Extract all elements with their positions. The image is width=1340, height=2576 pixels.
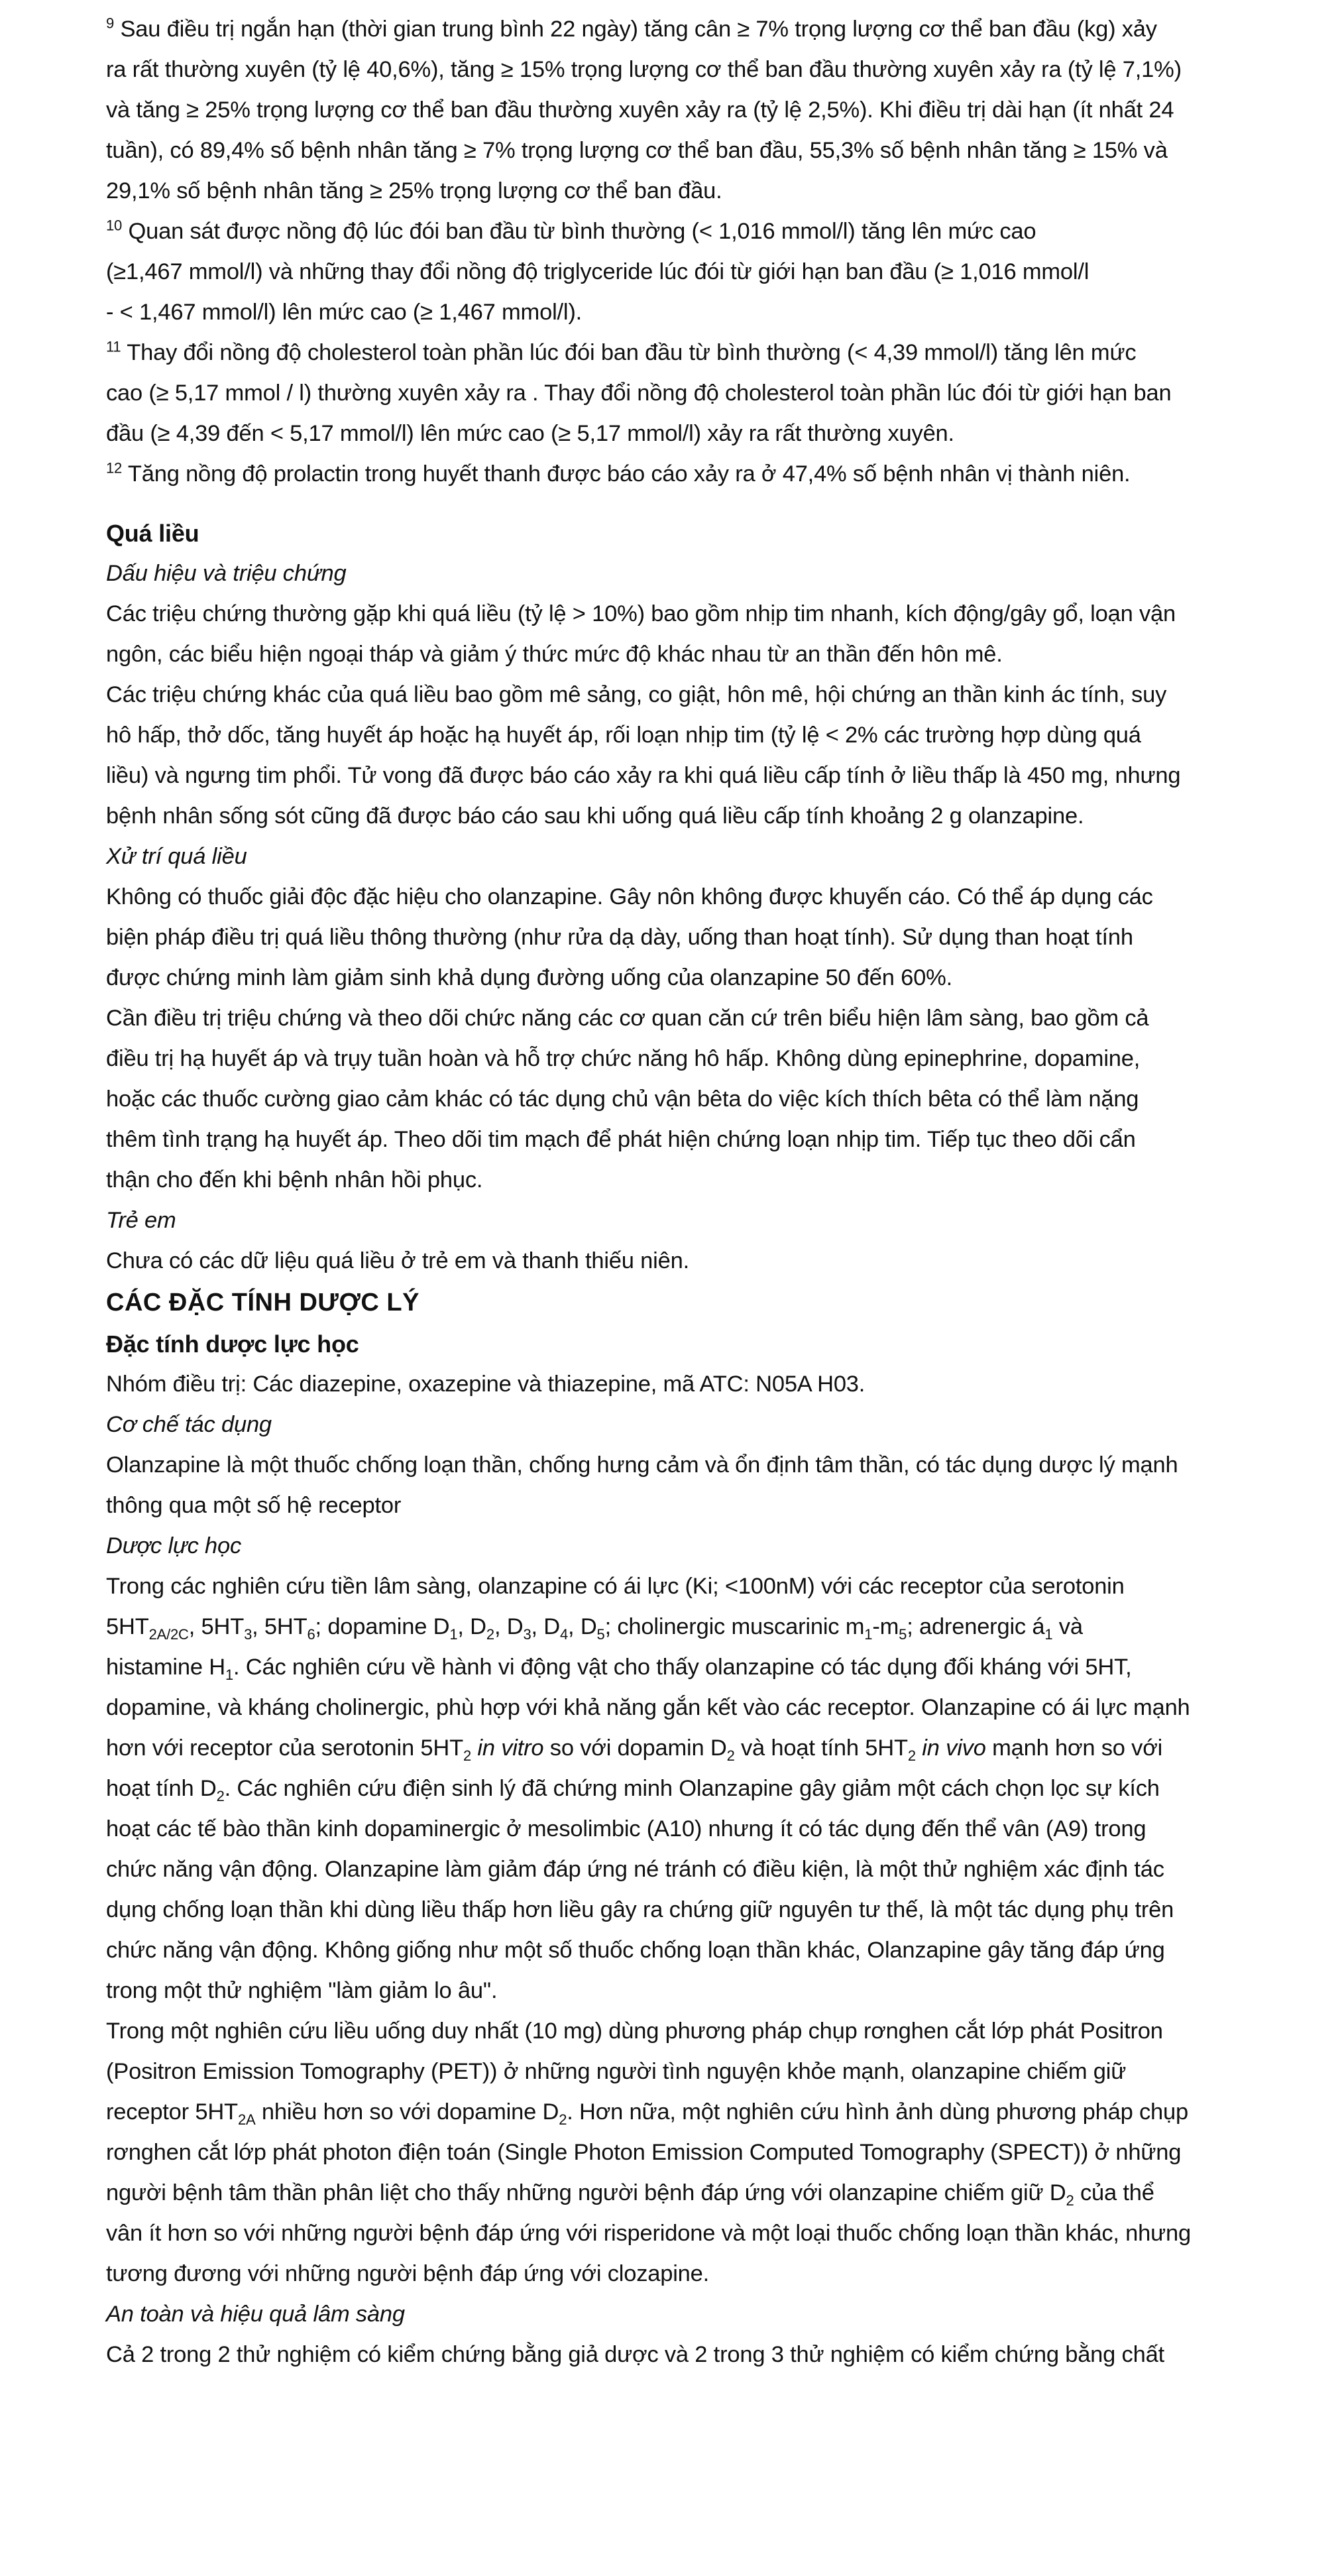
paragraph-line: Olanzapine là một thuốc chống loạn thần, chống hưng cảm và ổn định tâm thần, có tác dụng dược lý mạnh [106,1452,1178,1478]
footnote-line: Sau điều trị ngắn hạn (thời gian trung bình 22 ngày) tăng cân ≥ 7% trọng lượng cơ thể ban đầu (kg) xảy [120,17,1157,42]
subscript: 2 [559,2111,567,2128]
footnote-line: và tăng ≥ 25% trọng lượng cơ thể ban đầu thường xuyên xảy ra (tỷ lệ 2,5%). Khi điều trị dài hạn (ít nhất 24 [106,97,1174,123]
paragraph-line: Không có thuốc giải độc đặc hiệu cho olanzapine. Gây nôn không được khuyến cáo. Có thể áp dụng các [106,884,1153,909]
document-page [106,9,1319,2375]
subscript: 2 [726,1747,735,1764]
paragraph-line: Cả 2 trong 2 thử nghiệm có kiểm chứng bằng giả dược và 2 trong 3 thử nghiệm có kiểm chứng bằng chất [106,2342,1164,2367]
paragraph-line [106,1728,1319,1769]
text-run: . Hơn nữa, một nghiên cứu hình ảnh dùng phương pháp chụp [567,2099,1188,2125]
text-run: người bệnh tâm thần phân liệt cho thấy những người bệnh đáp ứng với olanzapine chiếm giữ D [106,2180,1066,2205]
paragraph-line: (Positron Emission Tomography (PET)) ở những người tình nguyện khỏe mạnh, olanzapine chiếm giữ [106,2059,1127,2084]
subsection-heading: Đặc tính dược lực học [106,1330,359,1358]
subsection-heading: Trẻ em [106,1208,176,1233]
paragraph-line [106,1607,1319,1647]
paragraph-line: dụng chống loạn thần khi dùng liều thấp hơn liều gây ra chứng giữ nguyên tư thế, là một tác dụng phụ trên [106,1897,1174,1922]
subscript: 3 [244,1625,252,1643]
paragraph-line: Chưa có các dữ liệu quá liều ở trẻ em và thanh thiếu niên. [106,1248,689,1273]
text-run: -m [872,1614,899,1639]
text-run: ; cholinergic muscarinic m [604,1614,865,1639]
subscript: 3 [523,1625,531,1643]
subscript: 5 [596,1625,605,1643]
footnote-line: 29,1% số bệnh nhân tăng ≥ 25% trọng lượng cơ thể ban đầu. [106,178,722,204]
paragraph-line: bệnh nhân sống sót cũng đã được báo cáo sau khi uống quá liều cấp tính khoảng 2 g olanzapine. [106,803,1084,829]
text-run: nhiều hơn so với dopamine D [255,2099,559,2125]
text-run: , D [568,1614,597,1639]
text-run: , D [531,1614,560,1639]
footnote-line: Quan sát được nồng độ lúc đói ban đầu từ bình thường (< 1,016 mmol/l) tăng lên mức cao [128,219,1036,244]
paragraph-line: trong một thử nghiệm "làm giảm lo âu". [106,1978,498,2003]
text-run: hoạt tính D [106,1776,217,1801]
paragraph-line: Trong các nghiên cứu tiền lâm sàng, olanzapine có ái lực (Ki; <100nM) với các receptor của serotonin [106,1574,1125,1599]
subsection-heading: Dược lực học [106,1533,242,1558]
footnote-line: (≥1,467 mmol/l) và những thay đổi nồng độ triglyceride lúc đói từ giới hạn ban đầu (≥ 1,016 mmol/l [106,259,1089,284]
paragraph-line: dopamine, và kháng cholinergic, phù hợp với khả năng gắn kết vào các receptor. Olanzapine có ái lực mạnh [106,1695,1190,1720]
paragraph-line: Cần điều trị triệu chứng và theo dõi chức năng các cơ quan căn cứ trên biểu hiện lâm sàng, bao gồm cả [106,1006,1149,1031]
subscript: 4 [560,1625,569,1643]
subscript: 1 [225,1666,233,1683]
footnote-line: Tăng nồng độ prolactin trong huyết thanh được báo cáo xảy ra ở 47,4% số bệnh nhân vị thành niên. [127,461,1131,487]
subscript: 2A/2C [148,1625,189,1643]
text-run: , D [494,1614,524,1639]
paragraph-line: chức năng vận động. Không giống như một số thuốc chống loạn thần khác, Olanzapine gây tăng đáp ứng [106,1938,1165,1963]
text-run: . Các nghiên cứu về hành vi động vật cho thấy olanzapine có tác dụng đối kháng với 5HT, [233,1655,1132,1680]
subsection-heading: Dấu hiệu và triệu chứng [106,561,347,586]
subscript: 1 [1044,1625,1053,1643]
footnote-number: 12 [106,459,123,477]
paragraph-line: được chứng minh làm giảm sinh khả dụng đường uống của olanzapine 50 đến 60%. [106,965,952,990]
subscript: 5 [899,1625,907,1643]
footnote-line: - < 1,467 mmol/l) lên mức cao (≥ 1,467 mmol/l). [106,300,583,325]
footnote-line: cao (≥ 5,17 mmol / l) thường xuyên xảy ra . Thay đổi nồng độ cholesterol toàn phần lúc đói từ giới hạn ban [106,381,1172,406]
overdose-section [106,513,1319,1281]
footnote-line: tuần), có 89,4% số bệnh nhân tăng ≥ 7% trọng lượng cơ thể ban đầu, 55,3% số bệnh nhân tăng ≥ 15% và [106,138,1168,163]
footnote-line: Thay đổi nồng độ cholesterol toàn phần lúc đói ban đầu từ bình thường (< 4,39 mmol/l) tăng lên mức [127,340,1137,365]
paragraph-line [106,2092,1319,2133]
paragraph-line: tương đương với những người bệnh đáp ứng với clozapine. [106,2261,710,2286]
subsection-heading: An toàn và hiệu quả lâm sàng [106,2302,405,2327]
subscript: 2A [237,2111,256,2128]
paragraph-line: chức năng vận động. Olanzapine làm giảm đáp ứng né tránh có điều kiện, là một thử nghiệm xác định tác [106,1857,1164,1882]
text-run: 5HT [106,1614,149,1639]
paragraph-line: Các triệu chứng khác của quá liều bao gồm mê sảng, co giật, hôn mê, hội chứng an thần kinh ác tính, suy [106,682,1167,707]
subscript: 2 [907,1747,916,1764]
text-run: hơn với receptor của serotonin 5HT [106,1735,463,1761]
paragraph-line: hô hấp, thở dốc, tăng huyết áp hoặc hạ huyết áp, rối loạn nhịp tim (tỷ lệ < 2% các trường hợp dùng quá [106,723,1141,748]
footnote-11 [106,333,1319,454]
paragraph-line: thận cho đến khi bệnh nhân hồi phục. [106,1167,483,1193]
subscript: 1 [449,1625,458,1643]
subsection-heading: Xử trí quá liều [106,844,247,869]
text-run: , 5HT [252,1614,307,1639]
pharmacology-section [106,1281,1319,2375]
italic-run: in vitro [471,1735,544,1761]
paragraph-line: Các triệu chứng thường gặp khi quá liều (tỷ lệ > 10%) bao gồm nhịp tim nhanh, kích động/gây gổ, loạn vận [106,601,1176,626]
paragraph-line [106,1647,1319,1688]
footnote-number: 9 [106,15,115,32]
paragraph-line [106,2173,1319,2213]
paragraph-line: hoặc các thuốc cường giao cảm khác có tác dụng chủ vận bêta do việc kích thích bêta có thể làm nặng [106,1086,1139,1112]
text-run: và hoạt tính 5HT [734,1735,908,1761]
text-run: mạnh hơn so với [985,1735,1163,1761]
text-run: histamine H [106,1655,225,1680]
paragraph-line: thêm tình trạng hạ huyết áp. Theo dõi tim mạch để phát hiện chứng loạn nhịp tim. Tiếp tục theo dõi cẩn [106,1127,1136,1152]
subscript: 1 [864,1625,873,1643]
section-heading: CÁC ĐẶC TÍNH DƯỢC LÝ [106,1289,419,1317]
paragraph-line: điều trị hạ huyết áp và trụy tuần hoàn và hỗ trợ chức năng hô hấp. Không dùng epinephrine, dopamine, [106,1046,1141,1071]
paragraph-line: vân ít hơn so với những người bệnh đáp ứng với risperidone và một loại thuốc chống loạn thần khác, nhưng [106,2221,1192,2246]
italic-run: in vivo [915,1735,986,1761]
footnote-line: đầu (≥ 4,39 đến < 5,17 mmol/l) lên mức cao (≥ 5,17 mmol/l) xảy ra rất thường xuyên. [106,421,954,446]
footnote-10 [106,211,1319,333]
paragraph-line: hoạt các tế bào thần kinh dopaminergic ở mesolimbic (A10) nhưng ít có tác dụng đến thể vân (A9) trong [106,1816,1146,1842]
text-run: , D [457,1614,486,1639]
paragraph-line: Nhóm điều trị: Các diazepine, oxazepine và thiazepine, mã ATC: N05A H03. [106,1372,865,1397]
footnote-line: ra rất thường xuyên (tỷ lệ 40,6%), tăng ≥ 15% trọng lượng cơ thể ban đầu thường xuyên xảy ra (tỷ lệ 7,1%) [106,57,1182,82]
paragraph-line: thông qua một số hệ receptor [106,1493,402,1518]
paragraph-line: rơnghen cắt lớp phát photon điện toán (Single Photon Emission Computed Tomography (SPECT)) ở những [106,2140,1182,2165]
paragraph-line: ngôn, các biểu hiện ngoại tháp và giảm ý thức mức độ khác nhau từ an thần đến hôn mê. [106,642,1003,667]
subscript: 2 [486,1625,494,1643]
paragraph-line: Trong một nghiên cứu liều uống duy nhất (10 mg) dùng phương pháp chụp rơnghen cắt lớp phát Positron [106,2019,1163,2044]
footnote-number: 10 [106,217,123,234]
section-heading: Quá liều [106,520,199,547]
paragraph-line [106,1769,1319,1809]
text-run: ; dopamine D [315,1614,450,1639]
paragraph-line: liều) và ngưng tim phổi. Tử vong đã được báo cáo xảy ra khi quá liều cấp tính ở liều thấp là 450 mg, nhưng [106,763,1181,788]
text-run: so với dopamin D [543,1735,727,1761]
footnote-number: 11 [106,338,121,355]
paragraph-line: biện pháp điều trị quá liều thông thường (như rửa dạ dày, uống than hoạt tính). Sử dụng than hoạt tính [106,925,1133,950]
text-run: của thể [1074,2180,1154,2205]
subscript: 2 [463,1747,471,1764]
subscript: 2 [216,1787,225,1804]
text-run: , 5HT [188,1614,245,1639]
text-run: receptor 5HT [106,2099,238,2125]
text-run: ; adrenergic á [907,1614,1045,1639]
subsection-heading: Cơ chế tác dụng [106,1412,272,1437]
subscript: 2 [1066,2192,1074,2209]
subscript: 6 [307,1625,315,1643]
text-run: . Các nghiên cứu điện sinh lý đã chứng minh Olanzapine gây giảm một cách chọn lọc sự kích [224,1776,1160,1801]
footnote-12 [106,454,1319,495]
text-run: và [1052,1614,1083,1639]
footnote-9 [106,9,1319,211]
